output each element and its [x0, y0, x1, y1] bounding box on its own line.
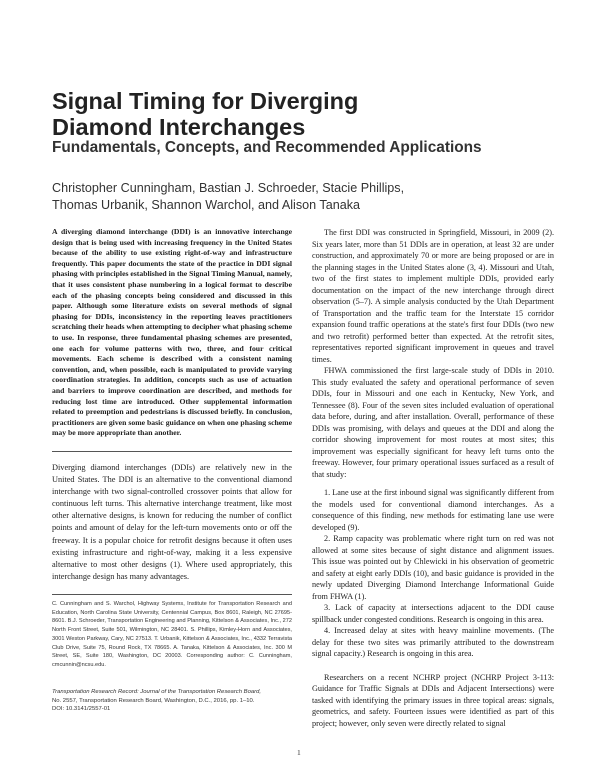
title-line-1: Signal Timing for Diverging	[52, 88, 359, 114]
issue-item: 1. Lane use at the first inbound signal was significantly different from the models used for conventional diamond interchanges. As a consequence of this finding, new methods for estimating lane use were developed (9).	[312, 488, 554, 532]
authors-line-1: Christopher Cunningham, Bastian J. Schroeder, Stacie Phillips,	[52, 181, 405, 195]
author-list	[52, 180, 572, 214]
issue-item: 2. Ramp capacity was problematic where right turn on red was not allowed at some sites because of sight distance and alignment issues. This issue was pointed out by Chlewicki in his observation of geometric and safety at eight early DDIs (10), and basic guidance is provided in the newly updated Diverging Diamond Interchange Informational Guide from FHWA (1).	[312, 534, 554, 601]
abstract-divider	[52, 451, 292, 452]
author-affiliations-footnote: C. Cunningham and S. Warchol, Highway Systems, Institute for Transportation Research and Education, North Carolina State University, Centennial Campus, Box 8601, Raleigh, NC 27695-8601. B.J. Schroeder, Transportation Engineering and Planning, Kittelson & Associates, Inc., 272 North Front Street, Suite 501, Wilmington, NC 28401. S. Phillips, Kimley-Horn and Associates, 3001 Weston Parkway, Cary, NC 27513. T. Urbanik, Kittelson & Associates, Inc., 4332 Terravista Club Drive, Suite 75, Round Rock, TX 78665. A. Tanaka, Kittelson & Associates, Inc. 300 M Street, SE, Suite 180, Washington, DC 20003. Corresponding author: C. Cunningham, cmcunnin@ncsu.edu.	[52, 601, 292, 668]
journal-citation	[52, 688, 292, 714]
authors-line-2: Thomas Urbanik, Shannon Warchol, and Alison Tanaka	[52, 198, 361, 212]
citation-line-2: No. 2557, Transportation Research Board, Washington, D.C., 2016, pp. 1–10.	[52, 697, 255, 704]
citation-doi: DOI: 10.3141/2557-01	[52, 706, 111, 712]
paper-subtitle: Fundamentals, Concepts, and Recommended Applications	[52, 139, 482, 156]
issue-item: 3. Lack of capacity at intersections adjacent to the DDI cause spillback under congested conditions. Research is ongoing in this area.	[312, 603, 554, 624]
body-paragraph: The first DDI was constructed in Springfield, Missouri, in 2009 (2). Six years later, more than 51 DDIs are in operation, at least 32 are under construction, and approximately 70 or more are being proposed or are in the planning stages in the United States alone (3, 4). Missouri and Utah, two of the first states to implement multiple DDIs, provided early documentation on the impact of the new interchange through direct observation (5–7). A simple analysis conducted by the Utah Department of Transportation and the traffic team for the Interstate 15 corridor expansion found traffic operations at the state's first four DDIs (two new and two retrofit) performed better than expected. At the retrofit sites, representatives reported significant improvement in queues and travel times.	[312, 228, 554, 364]
citation-line-1: Transportation Research Record: Journal of the Transportation Research Board,	[52, 689, 262, 695]
title-line-2: Diamond Interchanges	[52, 114, 306, 140]
page-number: 1	[297, 748, 301, 757]
issue-item: 4. Increased delay at sites with heavy mainline movements. (The delay for these two sites was primarily attributed to the downstream signal capacity.) Research is ongoing in this area.	[312, 626, 554, 658]
paper-title	[52, 88, 358, 140]
intro-paragraph: Diverging diamond interchanges (DDIs) are relatively new in the United States. The DDI is an alternative to the conventional diamond interchange with two signal-controlled crossover points that allow for continuous left turns. This alternative interchange treatment, like most other alternative designs, is known for reducing the number of conflict points and amount of delay for the left-turn movements onto or off the freeway. It is a popular choice for retrofit designs because it often uses existing infrastructure and right-of-way, making it a less expensive alternative to most other designs (1). Where used appropriately, this interchange design has many advantages.	[52, 463, 292, 581]
footnote-divider	[52, 594, 292, 595]
body-paragraph: FHWA commissioned the first large-scale study of DDIs in 2010. This study evaluated the safety and operational performance of seven DDIs, four in Missouri and one each in Kentucky, New York, and Tennessee (8). Four of the seven sites included evaluation of operational data before, during, and after installation. Overall, performance of these DDIs was promising, with delays and queues at the DDI and along the corridor showing improvement for most routes at most sites; this improvement was especially significant for heavy left turns onto the freeway. However, four primary operational issues surfaced as a result of that study:	[312, 366, 554, 479]
introduction	[52, 462, 292, 583]
abstract-text: A diverging diamond interchange (DDI) is an innovative interchange design that is being used with increasing frequency in the United States because of the ability to use existing right-of-way and infrastructure frequently. This paper documents the state of the practice in DDI signal phasing with principles established in the Signal Timing Manual, namely, that it uses consistent phase numbering in a logical format to describe each of the phasing concepts being considered and discussed in this paper. Although some literature exists on several methods of signal phasing for DDIs, inconsistency in the reporting leaves practitioners scratching their heads when attempting to decipher what phasing scheme to use. In response, three fundamental phasing schemes are presented, one each for volume patterns with two, three, and four critical movements. Each scheme is described with a consistent naming convention, and, when possible, each is manipulated to provide varying coordination strategies. In addition, concepts such as use of actuation and barriers to improve coordination are described, and methods for reducing lost time are introduced. Other supplemental information related to preemption and pedestrians is discussed briefly. In conclusion, practitioners are given some basic guidance on when one phasing scheme may be more appropriate than another.	[52, 227, 293, 438]
body-paragraph: Researchers on a recent NCHRP project (NCHRP Project 3-113: Guidance for Traffic Signals at DDIs and Adjacent Intersections) were tasked with identifying the primary issues in three topical areas: signals, geometrics, and safety. Fourteen issues were identified as part of this project; however, only seven were directly related to signal	[312, 672, 554, 728]
right-column	[312, 227, 554, 729]
abstract	[52, 227, 292, 439]
